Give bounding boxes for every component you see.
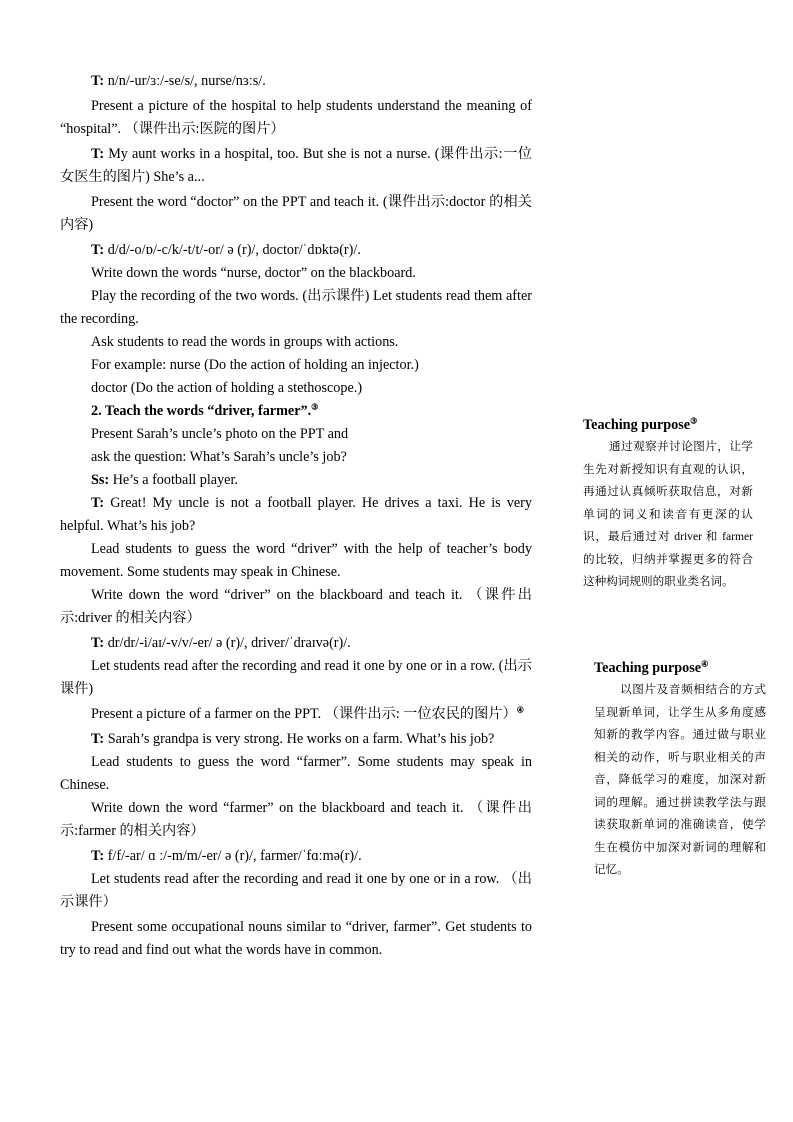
lesson-text bbox=[60, 70, 532, 962]
paragraph: T: Sarah’s grandpa is very strong. He works on a farm. What’s his job? bbox=[91, 731, 495, 747]
section-heading: 2. Teach the words “driver, farmer”.③ bbox=[91, 402, 319, 419]
teaching-purpose-note-4 bbox=[594, 643, 766, 882]
paragraph: Let students read after the recording and read it one by one or in a row. （出示课件） bbox=[60, 871, 532, 910]
paragraph: Lead students to guess the word “farmer”. Some students may speak in Chinese. bbox=[60, 754, 532, 793]
paragraph: T: f/f/-ar/ ɑ ː/-m/m/-er/ ə (r)/, farmer/ˈfɑːmə(r)/. bbox=[91, 848, 362, 864]
note-body: 通过观察并讨论图片，让学生先对新授知识有直观的认识，再通过认真倾听获取信息，对新单词的词义和读音有更深的认识，最后通过对 driver 和 farmer 的比较，归纳并掌握更多的符合这种构词规则的职业类名词。 bbox=[583, 440, 753, 589]
paragraph: T: d/d/-o/ɒ/-c/k/-t/t/-or/ ə (r)/, doctor/ˈdɒktə(r)/. bbox=[91, 242, 361, 258]
footnote-marker: ④ bbox=[701, 659, 709, 669]
note-body: 以图片及音频相结合的方式呈现新单词，让学生从多角度感知新的教学内容。通过做与职业相关的动作，听与职业相关的声音，降低学习的难度，加深对新词的理解。通过拼读教学法与跟读获取新单词的准确读音，使学生在模仿中加深对新词的理解和记忆。 bbox=[594, 683, 766, 877]
paragraph: Present Sarah’s uncle’s photo on the PPT and bbox=[91, 426, 349, 442]
paragraph: Ss: He’s a football player. bbox=[91, 472, 238, 488]
paragraph: Write down the words “nurse, doctor” on the blackboard. bbox=[91, 265, 416, 281]
paragraph: T: n/n/-ur/ɜː/-se/s/, nurse/nɜːs/. bbox=[91, 73, 266, 89]
paragraph: ask the question: What’s Sarah’s uncle’s job? bbox=[91, 449, 347, 465]
footnote-marker: ④ bbox=[516, 705, 524, 715]
paragraph: Let students read after the recording and read it one by one or in a row. (出示课件) bbox=[60, 658, 532, 697]
paragraph: Present some occupational nouns similar to “driver, farmer”. Get students to try to read and find out what the words have in common. bbox=[60, 919, 532, 958]
paragraph: Ask students to read the words in groups with actions. bbox=[91, 334, 399, 350]
paragraph: Play the recording of the two words. (出示课件) Let students read them after the recording. bbox=[60, 288, 532, 327]
paragraph: Present the word “doctor” on the PPT and teach it. (课件出示:doctor 的相关内容) bbox=[60, 194, 532, 233]
paragraph: Write down the word “farmer” on the blackboard and teach it. （课件出示:farmer 的相关内容） bbox=[60, 800, 532, 839]
note-heading: Teaching purpose③ bbox=[583, 416, 698, 434]
paragraph: Lead students to guess the word “driver” with the help of teacher’s body movement. Some students may speak in Chinese. bbox=[60, 541, 532, 580]
paragraph: T: Great! My uncle is not a football player. He drives a taxi. He is very helpful. What’s his job? bbox=[60, 495, 532, 534]
note-heading: Teaching purpose④ bbox=[594, 659, 709, 677]
paragraph: T: My aunt works in a hospital, too. But she is not a nurse. (课件出示:一位女医生的图片) She’s a... bbox=[60, 146, 532, 185]
paragraph: Present a picture of the hospital to help students understand the meaning of “hospital”. （课件出示:医院的图片） bbox=[60, 98, 532, 137]
paragraph: Write down the word “driver” on the blackboard and teach it. （课件出示:driver 的相关内容） bbox=[60, 587, 532, 626]
paragraph: T: dr/dr/-i/aɪ/-v/v/-er/ ə (r)/, driver/ˈdraɪvə(r)/. bbox=[91, 635, 351, 651]
teaching-purpose-note-3 bbox=[583, 400, 753, 594]
paragraph: doctor (Do the action of holding a stethoscope.) bbox=[91, 380, 363, 396]
footnote-marker: ③ bbox=[311, 402, 319, 412]
paragraph: For example: nurse (Do the action of holding an injector.) bbox=[91, 357, 419, 373]
footnote-marker: ③ bbox=[690, 416, 698, 426]
paragraph: Present a picture of a farmer on the PPT. （课件出示: 一位农民的图片）④ bbox=[91, 705, 524, 722]
